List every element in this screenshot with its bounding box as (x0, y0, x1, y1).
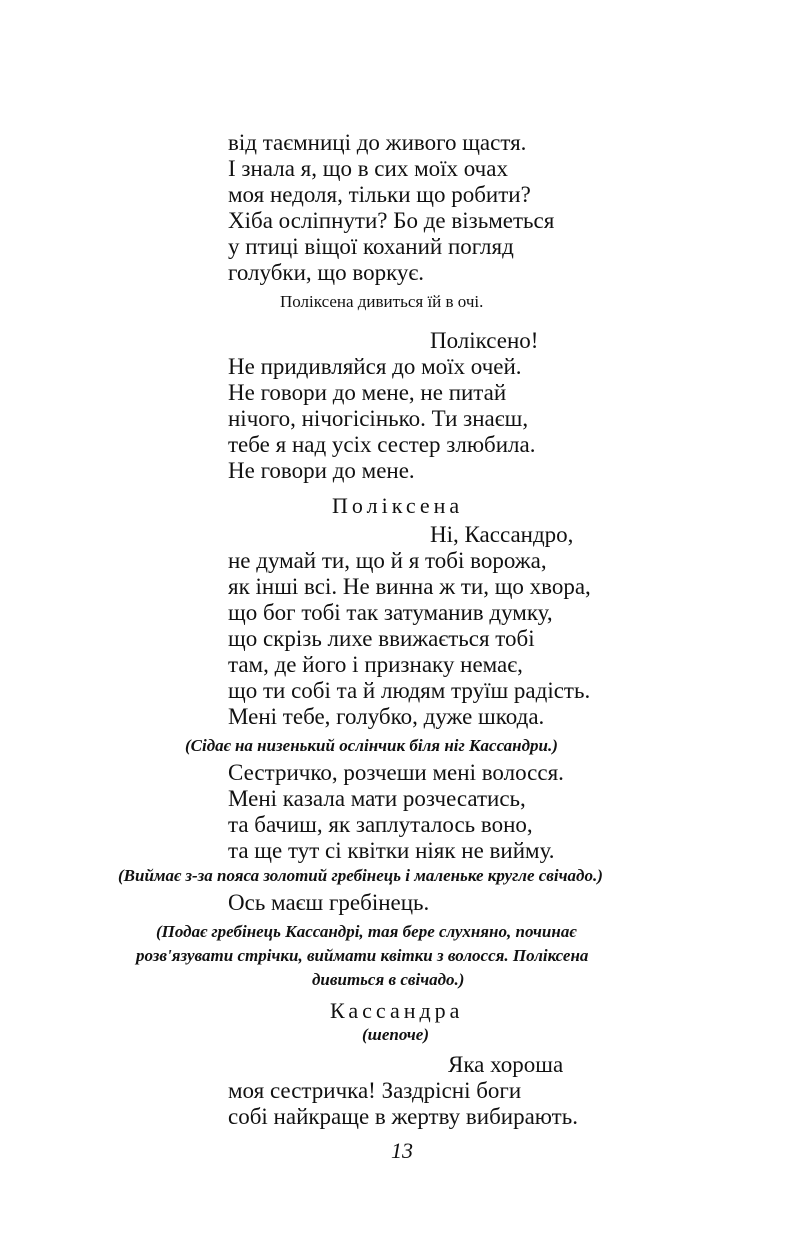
verse-line: та ще тут сі квітки ніяк не вийму. (228, 838, 555, 863)
verse-line: І знала я, що в сих моїх очах (228, 156, 508, 181)
stage-direction: (Виймає з-за пояса золотий гребінець і маленьке кругле свічадо.) (118, 866, 603, 885)
verse-line: Яка хороша (448, 1052, 564, 1077)
verse-line: Мені казала мати розчесатись, (228, 786, 526, 811)
verse-line: там, де його і признаку немає, (228, 652, 523, 677)
verse-line: Не говори до мене, не питай (228, 380, 507, 405)
page-number: 13 (391, 1138, 413, 1163)
verse-line: моя недоля, тільки що робити? (228, 182, 531, 207)
verse-line: Мені тебе, голубко, дуже шкода. (228, 704, 545, 729)
verse-line: не думай ти, що й я тобі ворожа, (228, 548, 547, 573)
verse-line: Не говори до мене. (228, 458, 415, 483)
verse-line: Ні, Кассандро, (430, 522, 574, 547)
verse-line: нічого, нічогісінько. Ти знаєш, (228, 406, 529, 431)
verse-line: Сестричко, розчеши мені волосся. (228, 760, 564, 785)
stage-direction: (Подає гребінець Кассандрі, тая бере слухняно, починає (156, 922, 577, 941)
verse-line: собі найкраще в жертву вибирають. (228, 1104, 578, 1129)
stage-direction: дивиться в свічадо.) (312, 970, 465, 989)
verse-line: від таємниці до живого щастя. (228, 130, 527, 155)
verse-line: моя сестричка! Заздрісні боги (228, 1078, 522, 1103)
verse-line: голубки, що воркує. (228, 260, 425, 285)
verse-line: що бог тобі так затуманив думку, (228, 600, 553, 625)
verse-line: як інші всі. Не винна ж ти, що хвора, (228, 574, 591, 599)
verse-line: Ось маєш гребінець. (228, 890, 430, 915)
speaker-name: Кассандра (330, 998, 464, 1023)
verse-line: та бачиш, як заплуталось воно, (228, 812, 533, 837)
verse-line: Не придивляйся до моїх очей. (228, 354, 522, 379)
stage-direction: розв'язувати стрічки, виймати квітки з волосся. Поліксена (136, 946, 589, 965)
verse-line: Поліксено! (430, 328, 539, 353)
verse-line: тебе я над усіх сестер злюбила. (228, 432, 536, 457)
stage-direction: Поліксена дивиться їй в очі. (280, 292, 484, 311)
verse-line: у птиці віщої коханий погляд (228, 234, 514, 259)
verse-line: Хіба осліпнути? Бо де візьметься (228, 208, 555, 233)
stage-direction: (Сідає на низенький ослінчик біля ніг Кассандри.) (185, 736, 558, 755)
speaker-name: Поліксена (332, 493, 464, 518)
stage-direction: (шепоче) (362, 1025, 430, 1044)
verse-line: що ти собі та й людям труїш радість. (228, 678, 591, 703)
verse-line: що скрізь лихе ввижається тобі (228, 626, 535, 651)
